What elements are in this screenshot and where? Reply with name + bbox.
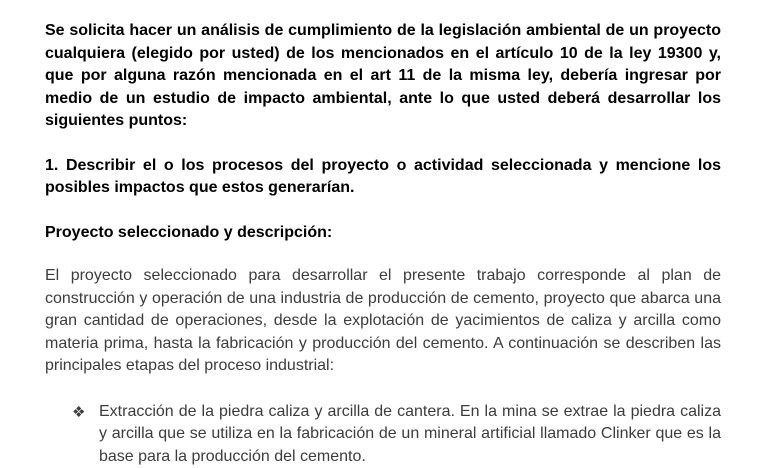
section-heading: Proyecto seleccionado y descripción: (45, 222, 721, 245)
question-1: 1. Describir el o los procesos del proyecto o actividad seleccionada y mencione los posibles impactos que estos generarían. (45, 155, 721, 200)
spacer (45, 244, 721, 265)
diamond-bullet-icon: ❖ (72, 402, 85, 425)
spacer (45, 200, 721, 222)
list-item (45, 401, 721, 468)
assignment-intro: Se solicita hacer un análisis de cumplimiento de la legislación ambiental de un proyecto cualquiera (elegido por usted) de los mencionados en el artículo 10 de la ley 19300 y, que por alguna razón mencionada en el art 11 de la misma ley, debería ingresar por medio de un estudio de impacto ambiental, ante lo que usted deberá desarrollar los siguientes puntos: (45, 20, 721, 133)
spacer (45, 133, 721, 155)
list-item-text: Extracción de la piedra caliza y arcilla de cantera. En la mina se extrae la piedra caliza y arcilla que se utiliza en la fabricación de un mineral artificial llamado Clinker que es la base para la producción del cemento. (99, 401, 721, 468)
project-description: El proyecto seleccionado para desarrollar el presente trabajo corresponde al plan de construcción y operación de una industria de producción de cemento, proyecto que abarca una gran cantidad de operaciones, desde la explotación de yacimientos de caliza y arcilla como materia prima, hasta la fabricación y producción del cemento. A continuación se describen las principales etapas del proceso industrial: (45, 265, 721, 378)
document-page (45, 20, 721, 468)
